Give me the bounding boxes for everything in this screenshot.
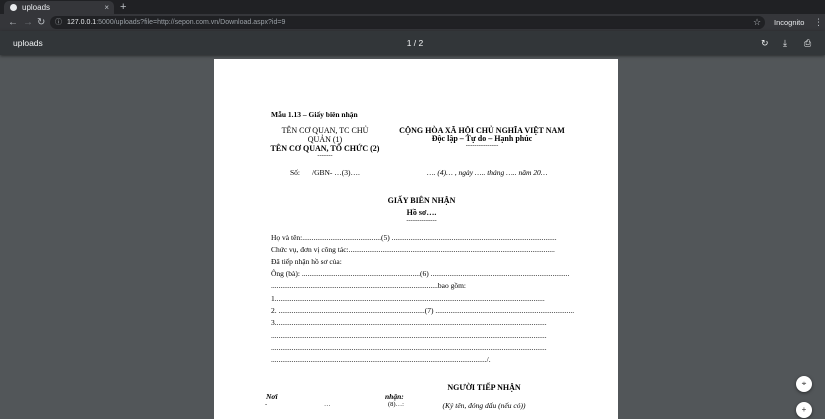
doc-line: .................................................................................................................../. xyxy=(271,355,491,364)
doc-line: Đã tiếp nhận hồ sơ của: xyxy=(271,257,342,266)
pdf-page xyxy=(214,59,618,419)
tab-title: uploads xyxy=(22,3,51,12)
org-line-2: QUẢN (1) xyxy=(307,135,343,144)
incognito-label[interactable]: Incognito xyxy=(774,18,805,27)
doc-line: Họ và tên:..........................................(5) ........................................................................................ xyxy=(271,233,557,242)
org-rule: ------- xyxy=(317,152,333,159)
motto: Độc lập – Tự do – Hạnh phúc xyxy=(431,134,533,143)
globe-icon xyxy=(10,4,17,11)
page-indicator: 1 / 2 xyxy=(406,38,424,48)
footer-dots: … xyxy=(324,401,331,408)
url-host: 127.0.0.1 xyxy=(67,19,97,26)
zoom-in-icon[interactable]: + xyxy=(796,402,812,418)
footer-dash: - xyxy=(265,401,268,408)
rotate-icon[interactable]: ↻ xyxy=(761,38,769,48)
motto-rule: --------------- xyxy=(465,142,499,149)
doc-line: Chức vụ, đơn vị công tác:.............................................................................................................. xyxy=(271,245,555,254)
address-bar[interactable] xyxy=(50,16,765,29)
org-line-3: TÊN CƠ QUAN, TỔ CHỨC (2) xyxy=(270,144,380,153)
back-icon[interactable]: ← xyxy=(8,17,18,28)
browser-toolbar xyxy=(0,14,825,31)
forward-icon[interactable]: → xyxy=(23,17,33,28)
new-tab-button[interactable]: + xyxy=(120,1,127,13)
pdf-toolbar xyxy=(0,31,825,55)
doc-subtitle: Hồ sơ…. xyxy=(406,208,437,217)
print-icon[interactable]: ⎙ xyxy=(804,38,812,48)
tab-strip xyxy=(0,0,825,14)
tab-close-button[interactable]: × xyxy=(104,3,109,12)
doc-title: GIẤY BIÊN NHẬN xyxy=(387,196,456,205)
receiver-note: (Ký tên, đóng dấu (nếu có)) xyxy=(442,401,526,410)
receiver-title: NGƯỜI TIẾP NHẬN xyxy=(447,383,521,392)
number-label: Số: xyxy=(290,168,301,177)
nhan-label: nhận: xyxy=(385,392,404,401)
browser-tab[interactable] xyxy=(4,1,114,14)
org-line-1: TÊN CƠ QUAN, TC CHỦ xyxy=(281,126,369,135)
more-menu-icon[interactable]: ⋮ xyxy=(814,17,823,27)
nation-heading: CỘNG HÒA XÃ HỘI CHỦ NGHĨA VIỆT NAM xyxy=(399,126,565,135)
noi-label: Nơi xyxy=(266,392,278,401)
pdf-title: uploads xyxy=(13,38,43,48)
form-code: Mẫu 1.13 – Giấy biên nhận xyxy=(271,110,358,119)
number-value: /GBN- …(3)…. xyxy=(312,168,360,177)
doc-line: ................................................................................................................................................... xyxy=(271,331,547,340)
title-rule: -------------- xyxy=(406,217,437,224)
footer-ref: (8)…: xyxy=(388,401,404,408)
download-icon[interactable]: ⤓ xyxy=(783,38,787,48)
fit-page-icon[interactable]: ⌖ xyxy=(796,376,812,392)
reload-icon[interactable]: ↻ xyxy=(37,17,46,28)
url-path: :5000/uploads?file=http://sepon.com.vn/Download.aspx?id=9 xyxy=(96,19,286,26)
doc-line: ................................................................................................................................................... xyxy=(271,343,547,352)
doc-line: Ông (bà): ...............................................................(6) .......................................................................... xyxy=(271,269,570,278)
doc-line: 2. ..............................................................................(7) .......................................................................... xyxy=(271,306,575,315)
date-line: …. (4)… , ngày ….. tháng ….. năm 20… xyxy=(427,168,548,177)
info-icon[interactable]: ⓘ xyxy=(55,19,62,26)
doc-line: 3................................................................................................................................................. xyxy=(271,318,547,327)
doc-line: 1................................................................................................................................................ xyxy=(271,294,545,303)
doc-line: .........................................................................................bao gồm: xyxy=(271,281,466,290)
bookmark-star-icon[interactable]: ☆ xyxy=(753,17,762,27)
